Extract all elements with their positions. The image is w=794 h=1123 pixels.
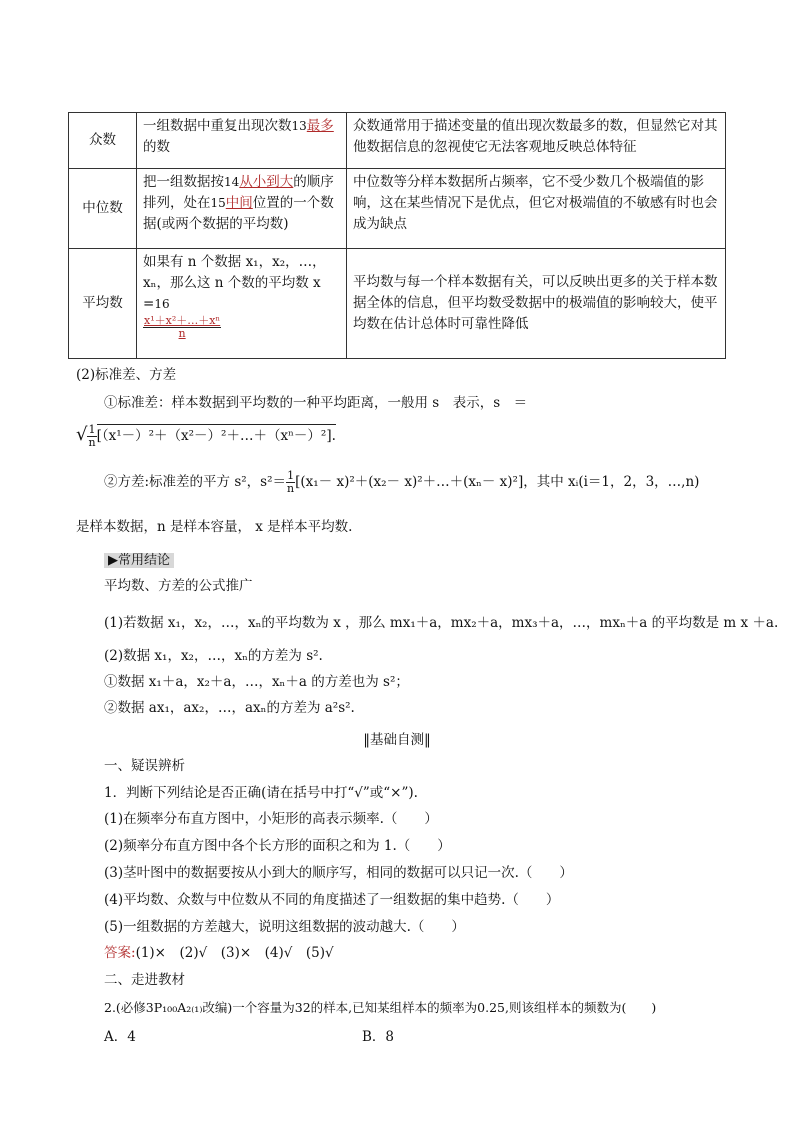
paragraph: 是样本数据，n 是样本容量， x 是样本平均数. bbox=[76, 519, 353, 535]
paragraph: 平均数、方差的公式推广 bbox=[104, 578, 253, 594]
row-definition: 一组数据中重复出现次数13最多的数 bbox=[137, 113, 347, 169]
std-formula: √ $\frac{1}{n}$ [（x¹－）²＋（x²－）²＋…＋（xⁿ－）²]. bbox=[76, 423, 336, 449]
question-item: (1)在频率分布直方图中，小矩形的高表示频率.（ ） bbox=[104, 811, 438, 827]
question-item: (4)平均数、众数与中位数从不同的角度描述了一组数据的集中趋势.（ ） bbox=[104, 892, 560, 908]
row-name: 中位数 bbox=[69, 169, 137, 249]
table-row bbox=[69, 169, 726, 249]
row-name: 众数 bbox=[69, 113, 137, 169]
question-item: (5)一组数据的方差越大，说明这组数据的波动越大.（ ） bbox=[104, 919, 465, 935]
row-definition: 如果有 n 个数据 x₁，x₂，…，xₙ，那么这 n 个数的平均数 x =16 $\frac{\text{x¹＋x²＋…＋xⁿ}}{n}$ bbox=[137, 249, 347, 359]
question-item: (2)频率分布直方图中各个长方形的面积之和为 1.（ ） bbox=[104, 838, 451, 854]
mean-formula: $\frac{\text{x¹＋x²＋…＋xⁿ}}{n}$ bbox=[144, 314, 221, 340]
question: 2.(必修3P₁₀₀A₂₍₁₎改编)一个容量为32的样本,已知某组样本的频率为0.25,则该组样本的频数为( ) bbox=[104, 1000, 657, 1015]
row-note: 平均数与每一个样本数据有关，可以反映出更多的关于样本数据全体的信息，但平均数受数据中的极端值的影响较大，使平均数在估计总体时可靠性降低 bbox=[347, 249, 726, 359]
paragraph: ②数据 ax₁，ax₂，…，axₙ的方差为 a²s². bbox=[104, 700, 355, 716]
option-b: B．8 bbox=[362, 1029, 395, 1045]
row-definition: 把一组数据按14从小到大的顺序排列，处在15中间位置的一个数据(或两个数据的平均数) bbox=[137, 169, 347, 249]
option-a: A．4 bbox=[104, 1029, 136, 1045]
paragraph: 一、疑误辨析 bbox=[104, 758, 185, 774]
paragraph: (1)若数据 x₁，x₂，…，xₙ的平均数为 x ，那么 mx₁＋a，mx₂＋a，mx₃＋a，…，mxₙ＋a 的平均数是 m x ＋a. bbox=[104, 615, 779, 631]
conclusion-tag: ▶常用结论 bbox=[104, 549, 734, 572]
variance-formula: ②方差:标准差的平方 s²，s²＝ $\frac{1}{n}$ [(x₁－ x)²＋(x₂－ x)²＋…＋(xₙ－ x)²]，其中 xᵢ(i＝1，2，3，…,n) bbox=[104, 469, 700, 495]
row-note: 众数通常用于描述变量的值出现次数最多的数，但显然它对其他数据信息的忽视使它无法客观地反映总体特征 bbox=[347, 113, 726, 169]
section-title: ‖基础自测‖ bbox=[363, 732, 431, 748]
statistics-table bbox=[68, 112, 726, 359]
table-row bbox=[69, 249, 726, 359]
paragraph: ①数据 x₁＋a，x₂＋a，…，xₙ＋a 的方差也为 s²； bbox=[104, 674, 409, 690]
question-item: (3)茎叶图中的数据要按从小到大的顺序写，相同的数据可以只记一次.（ ） bbox=[104, 865, 573, 881]
subheading: (2)标准差、方差 bbox=[76, 367, 177, 383]
question: 1．判断下列结论是否正确(请在括号中打“√”或“×”). bbox=[104, 785, 418, 801]
paragraph: (2)数据 x₁，x₂，…，xₙ的方差为 s². bbox=[104, 648, 323, 664]
row-note: 中位数等分样本数据所占频率，它不受少数几个极端值的影响，这在某些情况下是优点，但它对极端值的不敏感有时也会成为缺点 bbox=[347, 169, 726, 249]
paragraph: ①标准差：样本数据到平均数的一种平均距离，一般用 s 表示，s ＝ bbox=[104, 395, 528, 411]
answer: 答案:(1)× (2)√ (3)× (4)√ (5)√ bbox=[104, 945, 334, 961]
row-name: 平均数 bbox=[69, 249, 137, 359]
table-row bbox=[69, 113, 726, 169]
paragraph: 二、走进教材 bbox=[104, 972, 185, 988]
